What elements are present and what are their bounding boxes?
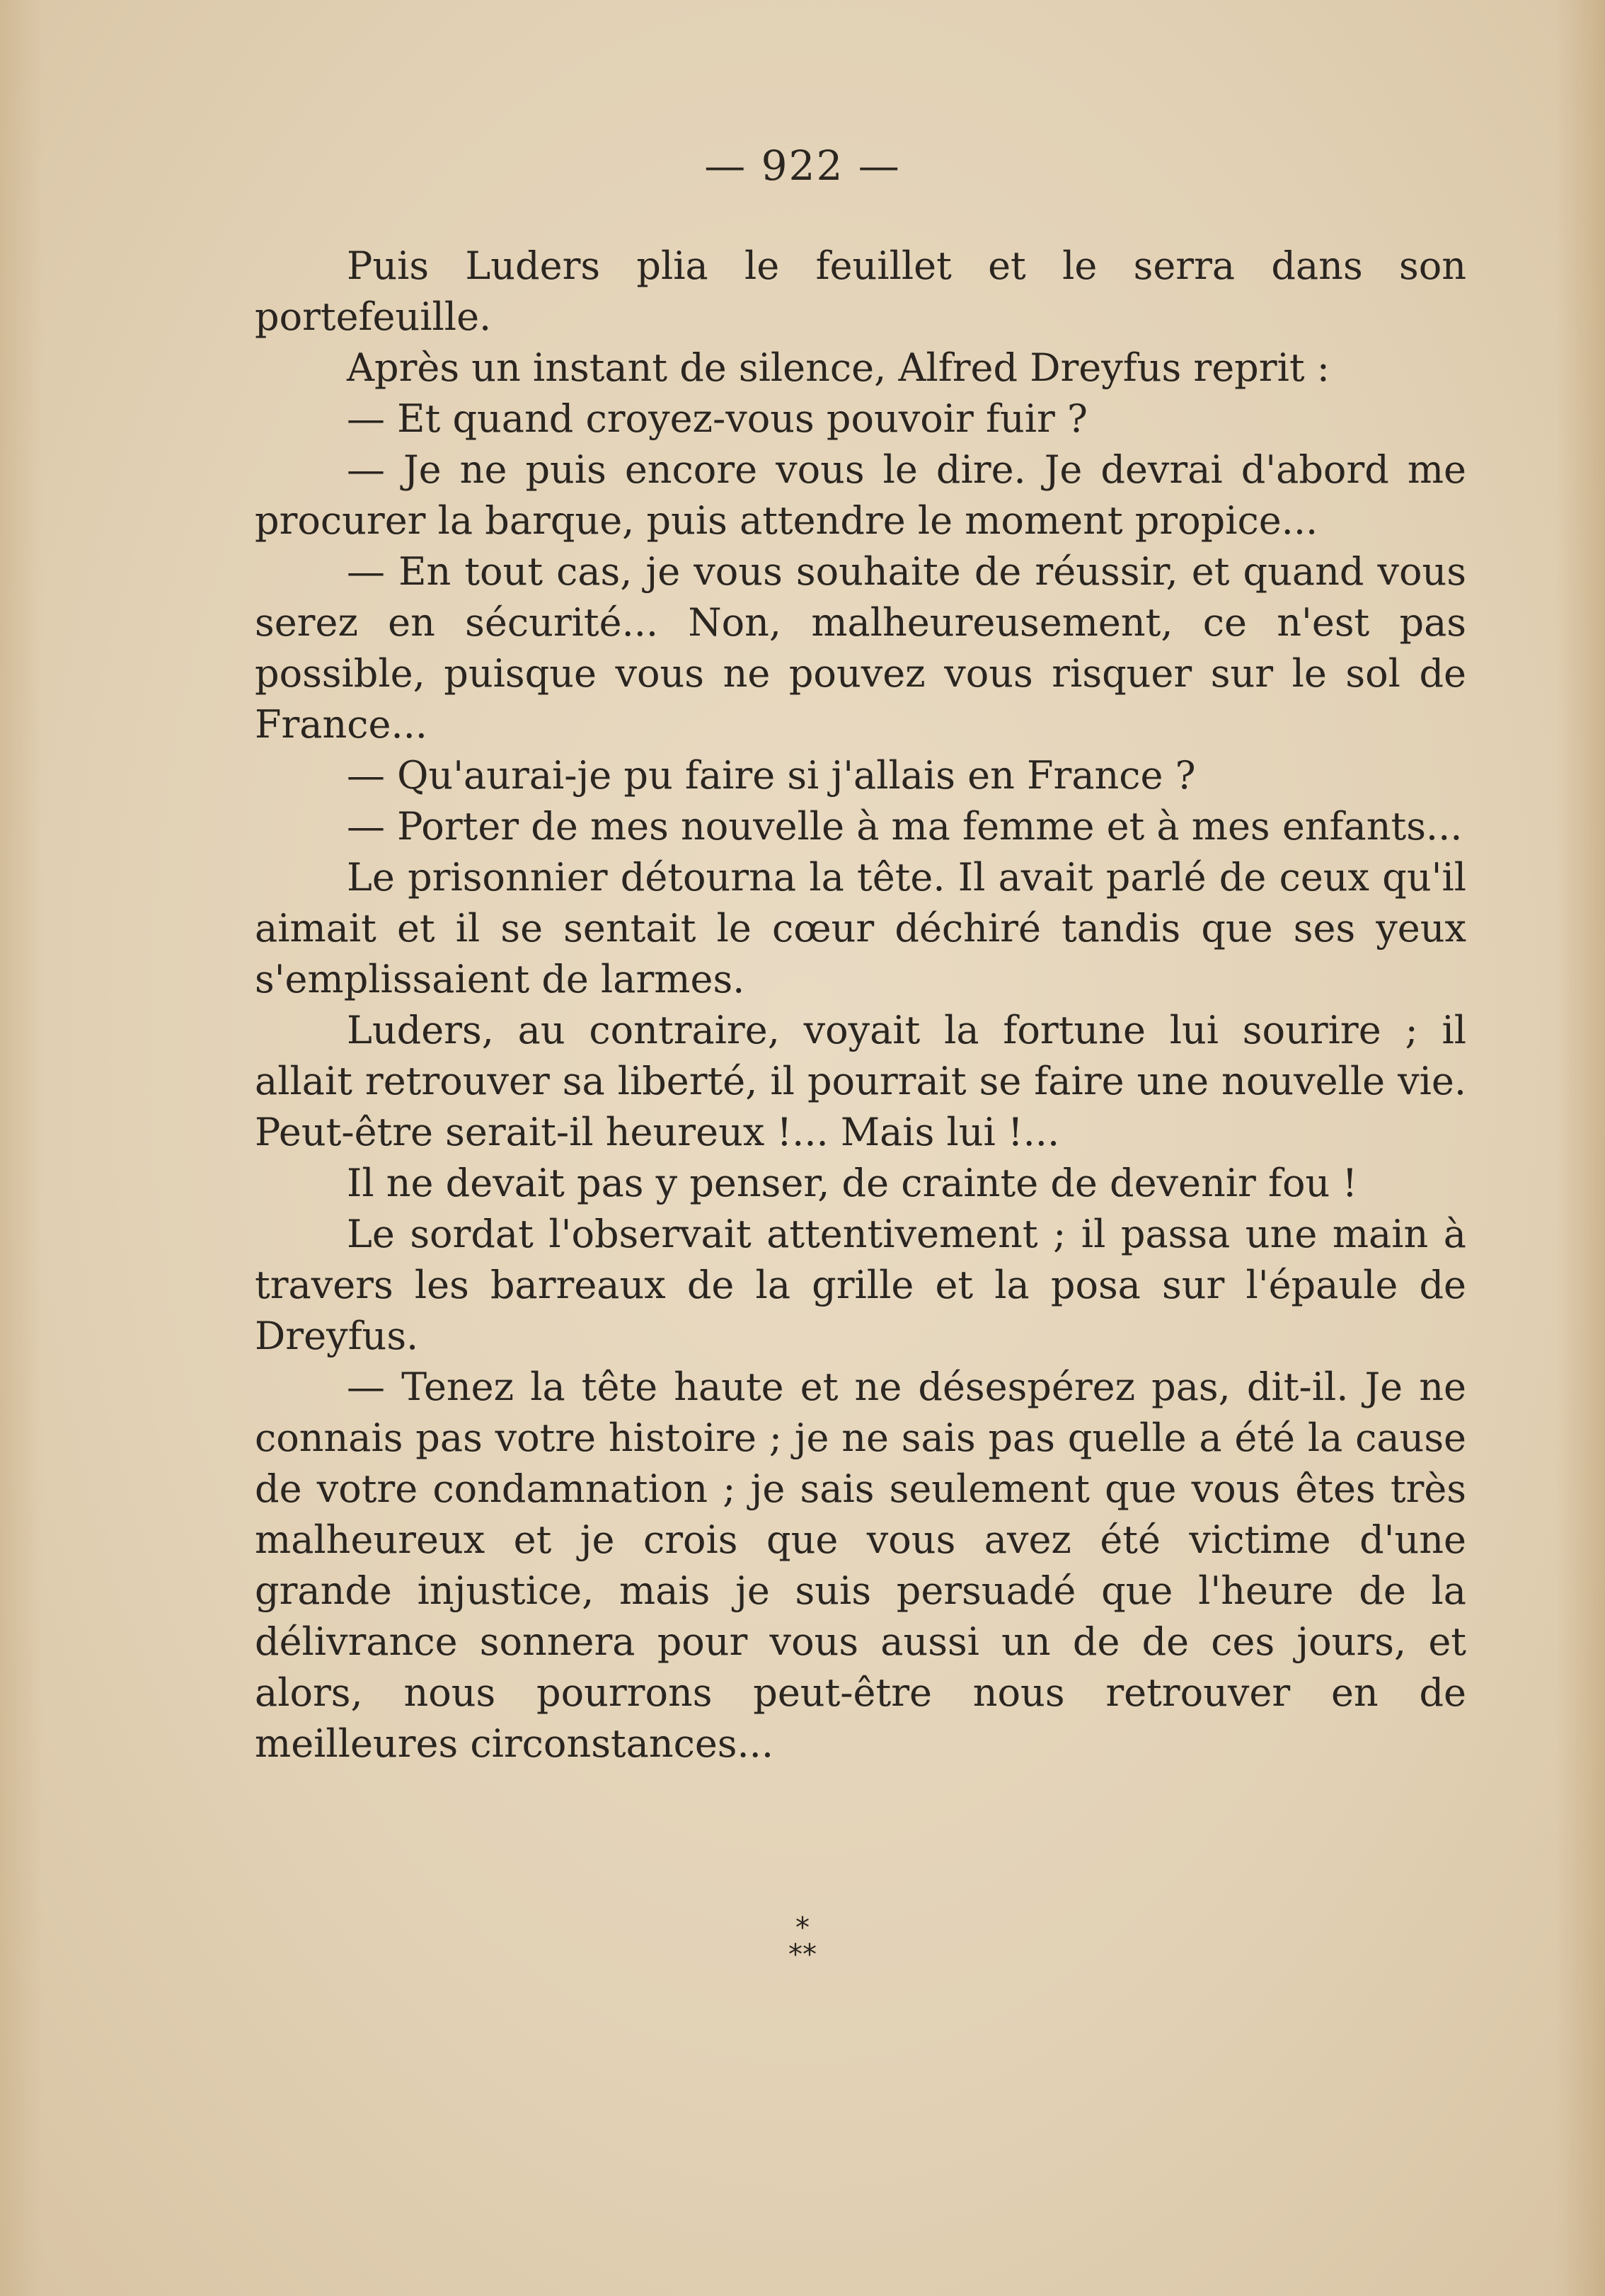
paragraph: Il ne devait pas y penser, de crainte de devenir fou ! bbox=[347, 1161, 1358, 1205]
paragraph: Après un instant de silence, Alfred Dreyfus reprit : bbox=[347, 345, 1330, 390]
ornament-bottom-asterisks: ** bbox=[788, 1939, 817, 1971]
paragraph: — Porter de mes nouvelle à ma femme et à mes enfants... bbox=[347, 804, 1463, 849]
page-number: — 922 — bbox=[704, 142, 901, 190]
paragraph: — En tout cas, je vous souhaite de réussir, et quand vous serez en sécurité... Non, malheureusement, ce n'est pas possible, puisque vous ne pouvez vous risquer sur le sol de France... bbox=[255, 549, 1466, 747]
paragraph: Le sordat l'observait attentivement ; il passa une main à travers les barreaux de la grille et la posa sur l'épaule de Dreyfus. bbox=[255, 1212, 1466, 1358]
paragraph: — Qu'aurai-je pu faire si j'allais en France ? bbox=[347, 753, 1196, 798]
body-text bbox=[255, 241, 1466, 1769]
ornament-top-asterisk: * bbox=[795, 1912, 810, 1944]
paragraph: Puis Luders plia le feuillet et le serra dans son portefeuille. bbox=[255, 243, 1466, 339]
paragraph: — Tenez la tête haute et ne désespérez pas, dit-il. Je ne connais pas votre histoire ; je ne sais pas quelle a été la cause de votre condamnation ; je sais seulement que vous êtes très malheureux et je crois que vous avez été victime d'une grande injustice, mais je suis persuadé que l'heure de la délivrance sonnera pour vous aussi un de de ces jours, et alors, nous pourrons peut-être nous retrouver en de meilleures circonstances... bbox=[255, 1365, 1466, 1766]
paragraph: — Et quand croyez-vous pouvoir fuir ? bbox=[347, 396, 1088, 441]
paragraph: Le prisonnier détourna la tête. Il avait parlé de ceux qu'il aimait et il se sentait le cœur déchiré tandis que ses yeux s'emplissaient de larmes. bbox=[255, 855, 1466, 1001]
section-break-ornament bbox=[0, 1912, 1605, 1971]
paragraph: Luders, au contraire, voyait la fortune lui sourire ; il allait retrouver sa liberté, il pourrait se faire une nouvelle vie. Peut-être serait-il heureux !... Mais lui !... bbox=[255, 1008, 1466, 1154]
paragraph: — Je ne puis encore vous le dire. Je devrai d'abord me procurer la barque, puis attendre le moment propice... bbox=[255, 447, 1466, 543]
